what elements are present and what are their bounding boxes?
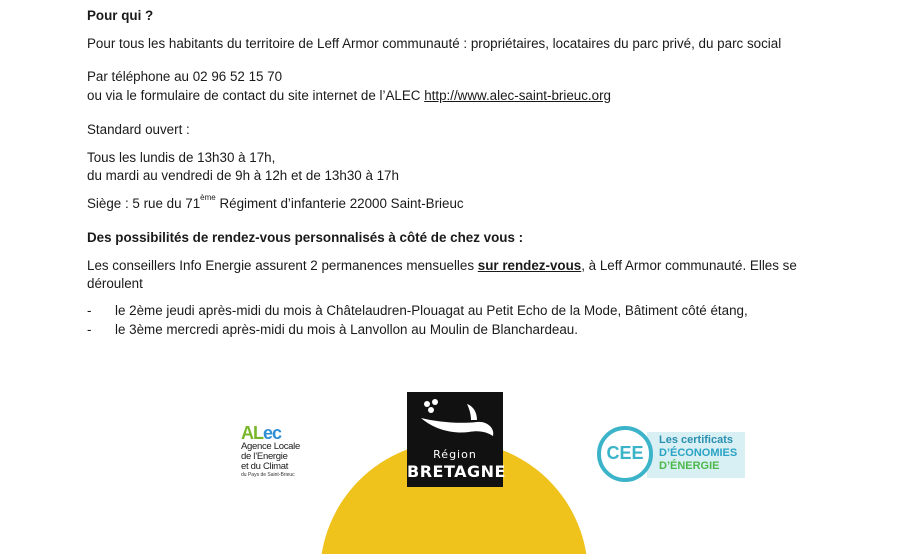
bullet-dash: -: [87, 322, 92, 337]
region-bretagne-logo: [407, 392, 506, 487]
rdv-text-part1: Les conseillers Info Energie assurent 2 permanences mensuelles: [87, 258, 478, 273]
bullet-dash: -: [87, 303, 92, 318]
alec-wordmark-b: ec: [263, 423, 282, 443]
heading-pour-qui: Pour qui ?: [87, 8, 154, 23]
cee-line2: D’ÉCONOMIES: [659, 447, 738, 459]
alec-line3: et du Climat: [241, 461, 289, 472]
rdv-text-line1: [87, 256, 797, 275]
alec-line2: de l’Energie: [241, 451, 288, 462]
rdv-text-line2: déroulent: [87, 276, 143, 291]
standard-label: Standard ouvert :: [87, 122, 190, 137]
rdv-emphasis: sur rendez-vous: [477, 258, 582, 273]
rdv-text-part2: , à Leff Armor communauté. Elles se: [581, 258, 797, 273]
web-contact-prefix: ou via le formulaire de contact du site internet de l’ALEC: [87, 88, 425, 103]
phone-line: Par téléphone au 02 96 52 15 70: [87, 69, 283, 84]
cee-line3: D’ÉNERGIE: [659, 460, 720, 472]
heading-rendez-vous: Des possibilités de rendez-vous personnalisés à côté de chez vous :: [87, 230, 524, 245]
standard-hours-line2: du mardi au vendredi de 9h à 12h et de 13h30 à 17h: [87, 168, 399, 183]
siege-prefix: Siège : 5 rue du 71: [87, 196, 201, 211]
bullet-text: le 2ème jeudi après-midi du mois à Châtelaudren-Plouagat au Petit Echo de la Mode, Bâtiment côté étang,: [115, 303, 748, 318]
region-label: Région: [433, 448, 477, 461]
alec-wordmark: [241, 424, 311, 442]
standard-hours-line1: Tous les lundis de 13h30 à 17h,: [87, 150, 276, 165]
bullet-text: le 3ème mercredi après-midi du mois à Lanvollon au Moulin de Blanchardeau.: [115, 322, 578, 337]
cee-badge: [597, 426, 653, 482]
siege-address: [87, 194, 464, 213]
siege-sup: ème: [200, 193, 216, 202]
hermine-icon: [407, 392, 503, 448]
alec-wordmark-a: AL: [241, 423, 263, 443]
cee-badge-text: CEE: [606, 443, 644, 463]
web-contact-line: [87, 86, 611, 105]
pour-qui-text: Pour tous les habitants du territoire de Leff Armor communauté : propriétaires, locataires du parc privé, du parc social: [87, 36, 782, 51]
bretagne-label: BRETAGNE: [407, 462, 506, 481]
alec-line1: Agence Locale: [241, 441, 300, 452]
alec-website-link[interactable]: http://www.alec-saint-brieuc.org: [424, 88, 611, 103]
siege-suffix: Régiment d’infanterie 22000 Saint-Brieuc: [215, 196, 464, 211]
cee-line1: Les certificats: [659, 434, 733, 446]
alec-line4: du Pays de Saint-Brieuc: [241, 472, 295, 478]
cee-logo: [597, 424, 749, 484]
alec-logo: [241, 424, 311, 484]
